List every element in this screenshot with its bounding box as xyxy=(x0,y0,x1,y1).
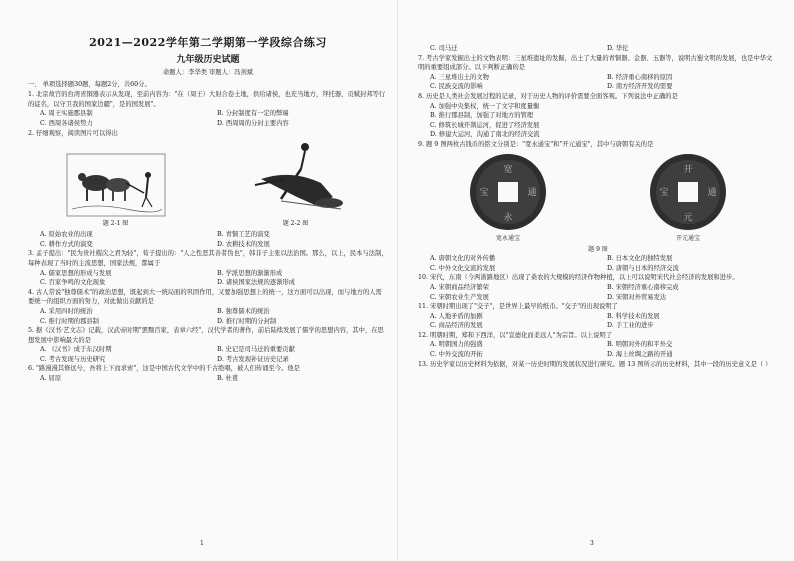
option: B. 推行郡县制，加强了对地方的管理 xyxy=(430,112,534,120)
option: B. 明朝对外的和平外交 xyxy=(607,341,673,349)
option: C. 推行时期的郡县制 xyxy=(40,317,99,325)
option: A. 加强中央集权，统一了文字和度量衡 xyxy=(430,102,540,110)
option: A. 宋朝商品经济繁荣 xyxy=(430,283,489,291)
option: B. 独尊儒术的统治 xyxy=(217,307,270,315)
option: D. 诸侯国家法规的逐渐形成 xyxy=(217,279,296,287)
option: B. 日本文化的独特发展 xyxy=(607,255,673,263)
question-4-options xyxy=(40,307,388,326)
question-8-options xyxy=(430,102,778,140)
coin-char: 通 xyxy=(707,187,717,198)
option: D. 手工业的进步 xyxy=(607,322,654,330)
question-1-options xyxy=(40,109,388,128)
question-9: 9. 题 9 图两枚古钱币的铭文分别是："宽永通宝"和"开元通宝"，其中与唐朝有关的是 xyxy=(418,140,654,148)
exam-meta: 命题人：李华类 审题人：冯剑斌 xyxy=(162,69,254,76)
ox-plowing-image xyxy=(66,153,166,217)
question-7-options xyxy=(430,73,778,92)
page-number-left: 1 xyxy=(200,540,204,547)
option: B. 分封制度有一定的弊端 xyxy=(217,110,289,118)
coin-char: 宽 xyxy=(503,164,513,175)
coin-char: 通 xyxy=(527,187,537,198)
right-page xyxy=(418,14,778,369)
option: C. 司马迁 xyxy=(430,45,458,52)
question-7: 7. 考古学家发掘出土的文物表明：三星堆遗址的发掘，出土了大量的青铜器、金器、玉器等，说明古蜀文明的发展，也是中华文明的重要组成部分。以下判断正确的是 xyxy=(418,54,773,72)
option: C. 中外文化交流的发展 xyxy=(430,264,496,272)
option: D. 考古发现补证历史记录 xyxy=(217,355,289,363)
question-12-options xyxy=(430,340,778,359)
question-3: 3. 孟子提出："民为贵社稷次之君为轻"，荀子提出的："人之性恶其善者伪也"，韩非子主张以法治国。那么，以上，民本与法制，每种表现了当时的主流思想，国家法规，都属于 xyxy=(28,250,388,267)
option: C. 百家争鸣的文化现象 xyxy=(40,279,106,287)
option: D. 南方经济开发的需要 xyxy=(607,83,673,91)
option: B. 杜甫 xyxy=(217,375,239,383)
question-13: 13. 历史学家以历史材料为依据，对某一历史时期的发展状况进行研究。题 13 图所示的历史材料，其中一段的历史意义是（ ） xyxy=(418,360,772,368)
question-5-options xyxy=(40,345,388,364)
option: D. 推行时期的分封制 xyxy=(217,317,277,325)
section-heading: 一、 单项选择题30题，每题2分，共60分。 xyxy=(28,80,151,88)
coin-kanei-icon xyxy=(468,152,548,232)
option: B. 史记是司马迁的重要贡献 xyxy=(217,346,295,354)
option: A. 采用四时的统治 xyxy=(40,307,93,315)
option: A. 儒家思想的形成与发展 xyxy=(40,269,112,277)
coin-char: 宝 xyxy=(479,187,489,198)
figure-ox-plowing xyxy=(66,153,166,229)
option: D. 华佗 xyxy=(607,45,629,52)
exam-subtitle: 九年级历史试题 xyxy=(176,55,240,65)
plough-image xyxy=(241,139,351,217)
option: C. 耕作方式的演变 xyxy=(40,240,93,248)
question-2-options xyxy=(40,230,388,249)
figure-1-caption: 题 2-1 图 xyxy=(102,219,129,227)
question-10-options xyxy=(430,283,778,302)
option: B. 青铜工艺的演变 xyxy=(217,231,270,239)
option: A. 三星堆出土的文物 xyxy=(430,73,489,81)
option: A. 明朝国力的强盛 xyxy=(430,341,483,349)
option: D. 宋朝对外贸易发达 xyxy=(607,293,667,301)
coin-char: 宝 xyxy=(659,187,669,198)
option: C. 中外交流的开拓 xyxy=(430,351,483,359)
question-9-options xyxy=(430,254,778,273)
question-6-options xyxy=(40,374,388,384)
option: A. 周王实施郡县制 xyxy=(40,110,93,118)
option: D. 修建大运河，沟通了南北的经济交流 xyxy=(430,131,540,139)
question-1: 1. 北京故宫的台湾省铜器表示从发现，至前内容为："在（周王）大射合卷土地，供给诸侯，也充当地方，拜托器、贡赋封邦等行的徒名，以守卫我的国家边疆"，是的国发展"。 xyxy=(28,91,386,108)
option: D. 西周周的分封主要内容 xyxy=(217,119,289,127)
question-8: 8. 历史是人类社会发展过程的记录，对于历史人物的评价需要全面客观。下列说法中正确的是 xyxy=(418,92,678,100)
question-2: 2. 仔细观察，阅读图片可以得出 xyxy=(28,129,118,137)
question-11: 11. 宋朝时期出现了"交子"，是世界上最早的纸币。"交子"的出现说明了 xyxy=(418,303,618,311)
question-4: 4. 古人常说"独尊儒术"的政治思想，既起到大一统局面的巩固作用，又要加强思想上的统一，这方面可以出现，而与地方的人需要统一的组织方面的努力，对此做出贡献的是 xyxy=(28,288,382,306)
coin-left xyxy=(468,152,548,244)
option: A. 屈原 xyxy=(40,375,62,383)
question-3-options xyxy=(40,269,388,288)
question-2-figures xyxy=(28,140,388,228)
question-6-options-cont xyxy=(430,44,778,54)
coin-char: 元 xyxy=(683,212,693,223)
question-12: 12. 明朝时期，郑和下西洋，以"宣德化而柔远人"为宗旨。以上说明了 xyxy=(418,331,613,339)
option: B. 宋朝经济重心南移完成 xyxy=(607,283,679,291)
question-6: 6. "路漫漫其修远兮，吾将上下而求索"，这是中国古代文学中的千古绝唱，被人们传诵至今。他是 xyxy=(28,365,300,373)
option: C. 商品经济的发展 xyxy=(430,322,483,330)
option: A. 原始农业的出现 xyxy=(40,231,93,239)
figure-2-caption: 题 2-2 图 xyxy=(282,219,309,227)
question-5: 5. 据《汉书·艺文志》记载，汉武帝时期"罢黜百家，表章六经"，汉代学者的著作，前后陆续发展了儒学的思想内容，其中，在思想发展中影响最大的是 xyxy=(28,327,384,344)
coin-right xyxy=(648,152,728,244)
question-9-caption: 题 9 图 xyxy=(588,245,608,253)
option: C. 修筑长城开凿运河，促进了经济发展 xyxy=(430,121,540,129)
option: C. 宋朝农业生产发展 xyxy=(430,293,489,301)
option: D. 农耕技术的发展 xyxy=(217,240,270,248)
coin-char: 永 xyxy=(503,212,513,223)
option: D. 海上丝绸之路的开通 xyxy=(607,351,673,359)
question-11-options xyxy=(430,312,778,331)
option: A. 《汉书》成于东汉时期 xyxy=(40,346,112,354)
figure-plough xyxy=(241,139,351,229)
question-9-figures xyxy=(418,152,778,244)
option: A. 唐朝文化的对外传播 xyxy=(430,255,496,263)
option: B. 科学技术的发展 xyxy=(607,312,660,320)
question-10: 10. 宋代，东南（今两浙路地区）出现了桑农的大规模的经济作物种植，以上可以说明宋代社会经济的发展和进步。 xyxy=(418,274,739,282)
option: C. 考古发现与历史研究 xyxy=(40,355,106,363)
coin-right-label: 开元通宝 xyxy=(675,234,700,242)
option: A. 人地矛盾的加剧 xyxy=(430,312,483,320)
option: B. 学派思想的渐渐形成 xyxy=(217,269,283,277)
page-fold xyxy=(397,0,398,561)
left-page xyxy=(28,14,388,384)
option: C. 民族交流的影响 xyxy=(430,83,483,91)
option: D. 唐朝与日本的经济交流 xyxy=(607,264,679,272)
coin-kaiyuan-icon xyxy=(648,152,728,232)
option: C. 西周各诸侯势力 xyxy=(40,119,93,127)
exam-title: 2021—2022学年第二学期第一学段综合练习 xyxy=(89,36,327,49)
coin-char: 开 xyxy=(683,164,693,175)
coin-left-label: 宽永通宝 xyxy=(495,234,520,242)
option: B. 经济重心南移的原因 xyxy=(607,73,673,81)
page-number-right: 3 xyxy=(590,540,594,547)
